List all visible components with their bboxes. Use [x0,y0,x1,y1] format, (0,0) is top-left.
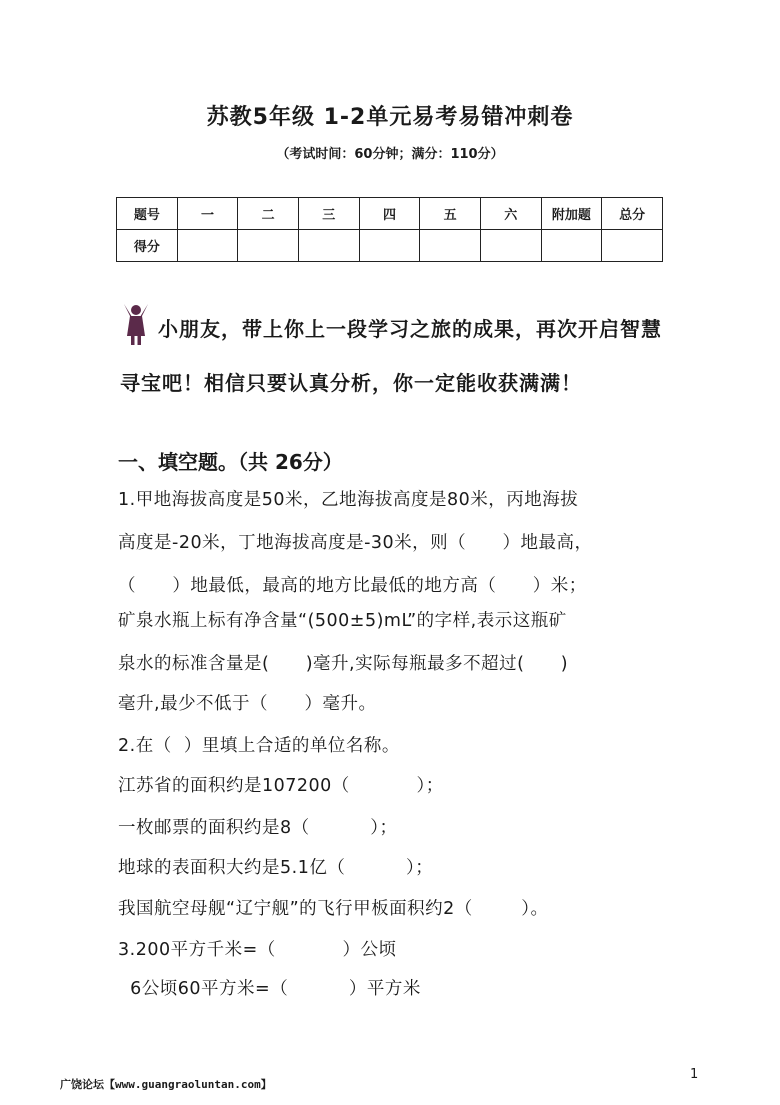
question-line: 2.在（ ）里填上合适的单位名称。 [118,736,400,756]
score-cell [541,230,602,262]
score-header-cell: 三 [298,198,359,230]
score-header-cell: 一 [177,198,238,230]
score-header-cell: 总分 [602,198,663,230]
question-line: 我国航空母舰“辽宁舰”的飞行甲板面积约2（ ）。 [118,899,549,919]
question-line: 泉水的标准含量是( )毫升,实际每瓶最多不超过( ) [118,654,569,674]
score-cell [359,230,420,262]
girl-icon [121,302,151,346]
question-line: （ ）地最低，最高的地方比最低的地方高（ ）米； [118,576,587,596]
question-line: 地球的表面积大约是5.1亿（ ）； [118,858,434,878]
score-cell [177,230,238,262]
question-line: 高度是-20米，丁地海拔高度是-30米，则（ ）地最高， [118,533,593,553]
page-subtitle: （考试时间：60分钟；满分：110分） [276,147,504,162]
section-heading: 一、填空题。（共 26分） [118,450,343,474]
score-header-cell: 附加题 [541,198,602,230]
question-line: 3.200平方千米=（ ）公顷 [118,940,397,960]
score-cell [602,230,663,262]
score-header-cell: 题号 [117,198,178,230]
question-line: 1.甲地海拔高度是50米，乙地海拔高度是80米，丙地海拔 [118,490,579,510]
score-cell [420,230,481,262]
question-line: 毫升,最少不低于（ ）毫升。 [118,694,377,714]
score-header-cell: 六 [480,198,541,230]
question-line: 江苏省的面积约是107200（ ）； [118,776,444,796]
score-cell [238,230,299,262]
intro-line-2: 寻宝吧！相信只要认真分析，你一定能收获满满！ [120,371,582,395]
question-line: 矿泉水瓶上标有净含量“(500±5)mL”的字样,表示这瓶矿 [118,611,567,631]
score-row-label: 得分 [117,230,178,262]
score-table-score-row [117,230,663,262]
score-table [116,197,663,262]
intro-line-1: 小朋友，带上你上一段学习之旅的成果，再次开启智慧 [158,317,662,341]
question-line: 一枚邮票的面积约是8（ ）； [118,818,398,838]
score-header-cell: 四 [359,198,420,230]
score-cell [298,230,359,262]
score-cell [480,230,541,262]
page-title: 苏教5年级 1-2单元易考易错冲刺卷 [206,105,574,130]
page-number: 1 [690,1067,699,1082]
footer-site-link[interactable]: 广饶论坛【www.guangraoluntan.com】 [60,1078,272,1091]
question-line: 6公顷60平方米=（ ）平方米 [118,979,421,999]
score-table-header-row [117,198,663,230]
score-header-cell: 二 [238,198,299,230]
score-header-cell: 五 [420,198,481,230]
